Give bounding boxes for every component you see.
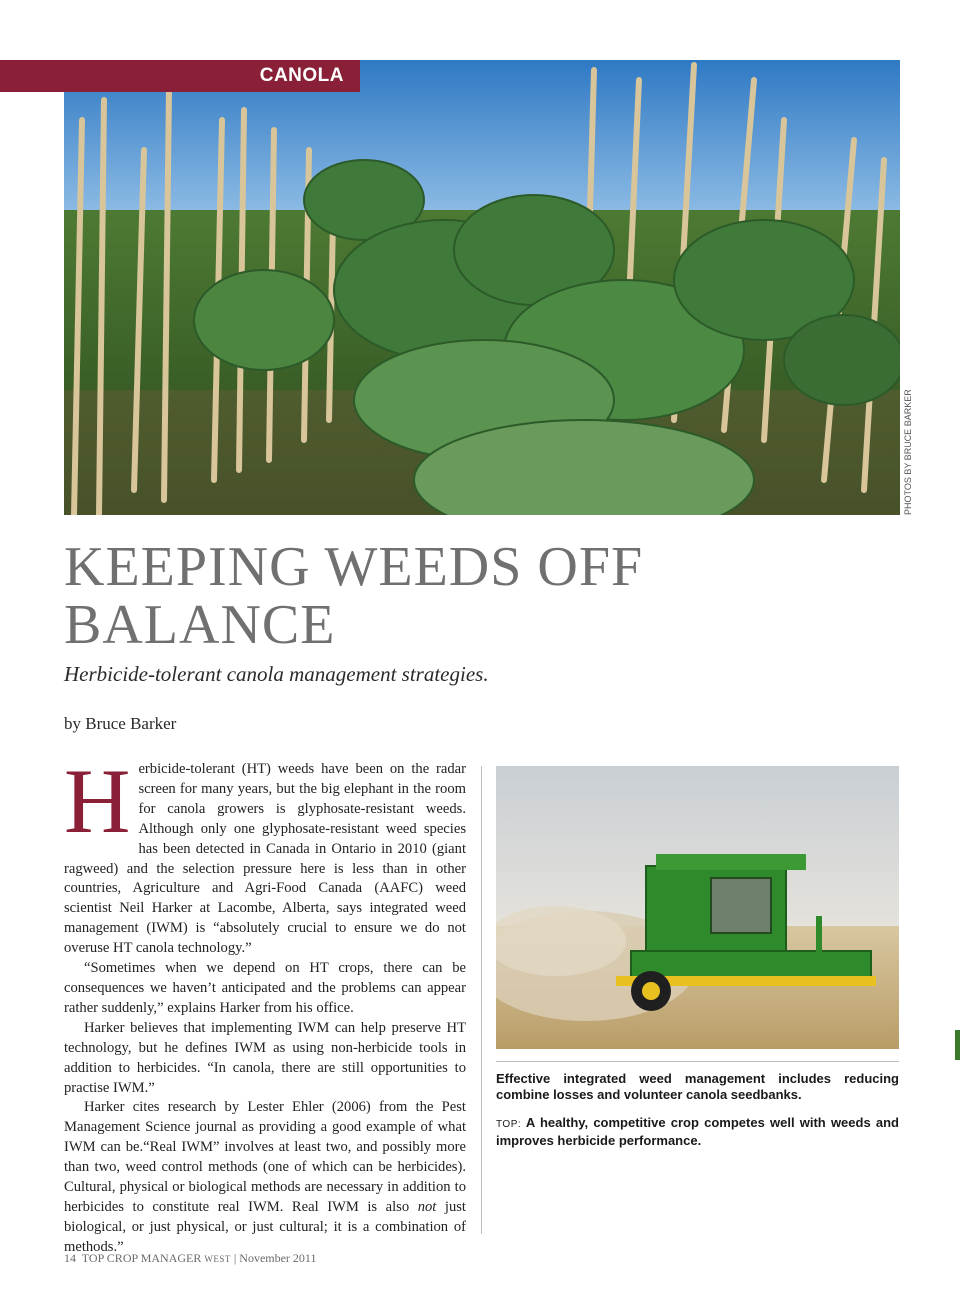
headline <box>64 538 764 654</box>
section-banner <box>0 60 360 92</box>
section-label: CANOLA <box>259 65 344 86</box>
page-footer <box>64 1251 316 1266</box>
combine-photo <box>496 766 899 1049</box>
article-body <box>64 750 466 1258</box>
combine-harvester-illustration <box>496 766 899 1049</box>
deck: Herbicide-tolerant canola management strategies. <box>64 662 489 686</box>
footer-separator: | <box>233 1251 237 1265</box>
headline-line-1: KEEPING WEEDS OFF <box>64 536 644 598</box>
drop-cap: H <box>64 750 131 852</box>
caption-top-label: TOP: <box>496 1119 522 1130</box>
body-paragraph-3: Harker believes that implementing IWM can help preserve HT technology, but he defines IWM as using non-herbicide tools in addition to herbicides. “In canola, there are still opportunities to practise IWM.” <box>64 1019 466 1096</box>
caption-divider <box>496 1061 899 1062</box>
caption-top-photo: TOP: A healthy, competitive crop competes well with weeds and improves herbicide performance. <box>496 1115 899 1148</box>
body-paragraph-4: Harker cites research by Lester Ehler (2006) from the Pest Management Science journal as providing a good example of what IWM can be.“Real IWM” involves at least two, and possibly more than two, weed control methods (one of which can be herbicides). Cultural, physical or biological methods are necessary in addition to herbicides to constitute real IWM. Real IWM is also not just biological, or just physical, or just cultural; it is a combination of methods.” <box>64 1099 466 1255</box>
caption-combine: Effective integrated weed management includes reducing combine losses and volunteer canola seedbanks. <box>496 1071 899 1102</box>
canola-stubble-illustration <box>64 60 900 515</box>
hero-photo <box>64 60 900 515</box>
headline-line-2: BALANCE <box>64 594 336 656</box>
issue-date: November 2011 <box>239 1251 317 1265</box>
body-paragraph-2: “Sometimes when we depend on HT crops, there can be consequences we haven’t anticipated and the problems can appear rather suddenly,” explains Harker from his office. <box>64 960 466 1016</box>
magazine-edition: WEST <box>204 1254 231 1264</box>
photo-credit: PHOTOS BY BRUCE BARKER <box>903 389 913 515</box>
body-paragraph-1: Herbicide-tolerant (HT) weeds have been on the radar screen for many years, but the big elephant in the room for canola growers is glyphosate-resistant weeds. Although only one glyphosate-resistant weed species has been detected in Canada in Ontario in 2010 (giant ragweed) and the selection pressure here is less than in other countries, Agriculture and Agri-Food Canada (AAFC) weed scientist Neil Harker at Lacombe, Alberta, says integrated weed management (IWM) is “absolutely crucial to ensure we do not overuse HT canola technology.” <box>64 750 466 957</box>
page-number: 14 <box>64 1251 76 1265</box>
page-edge-mark <box>955 1030 960 1060</box>
byline: by Bruce Barker <box>64 714 177 733</box>
column-divider <box>481 766 482 1234</box>
magazine-name: TOP CROP MANAGER <box>81 1251 202 1265</box>
